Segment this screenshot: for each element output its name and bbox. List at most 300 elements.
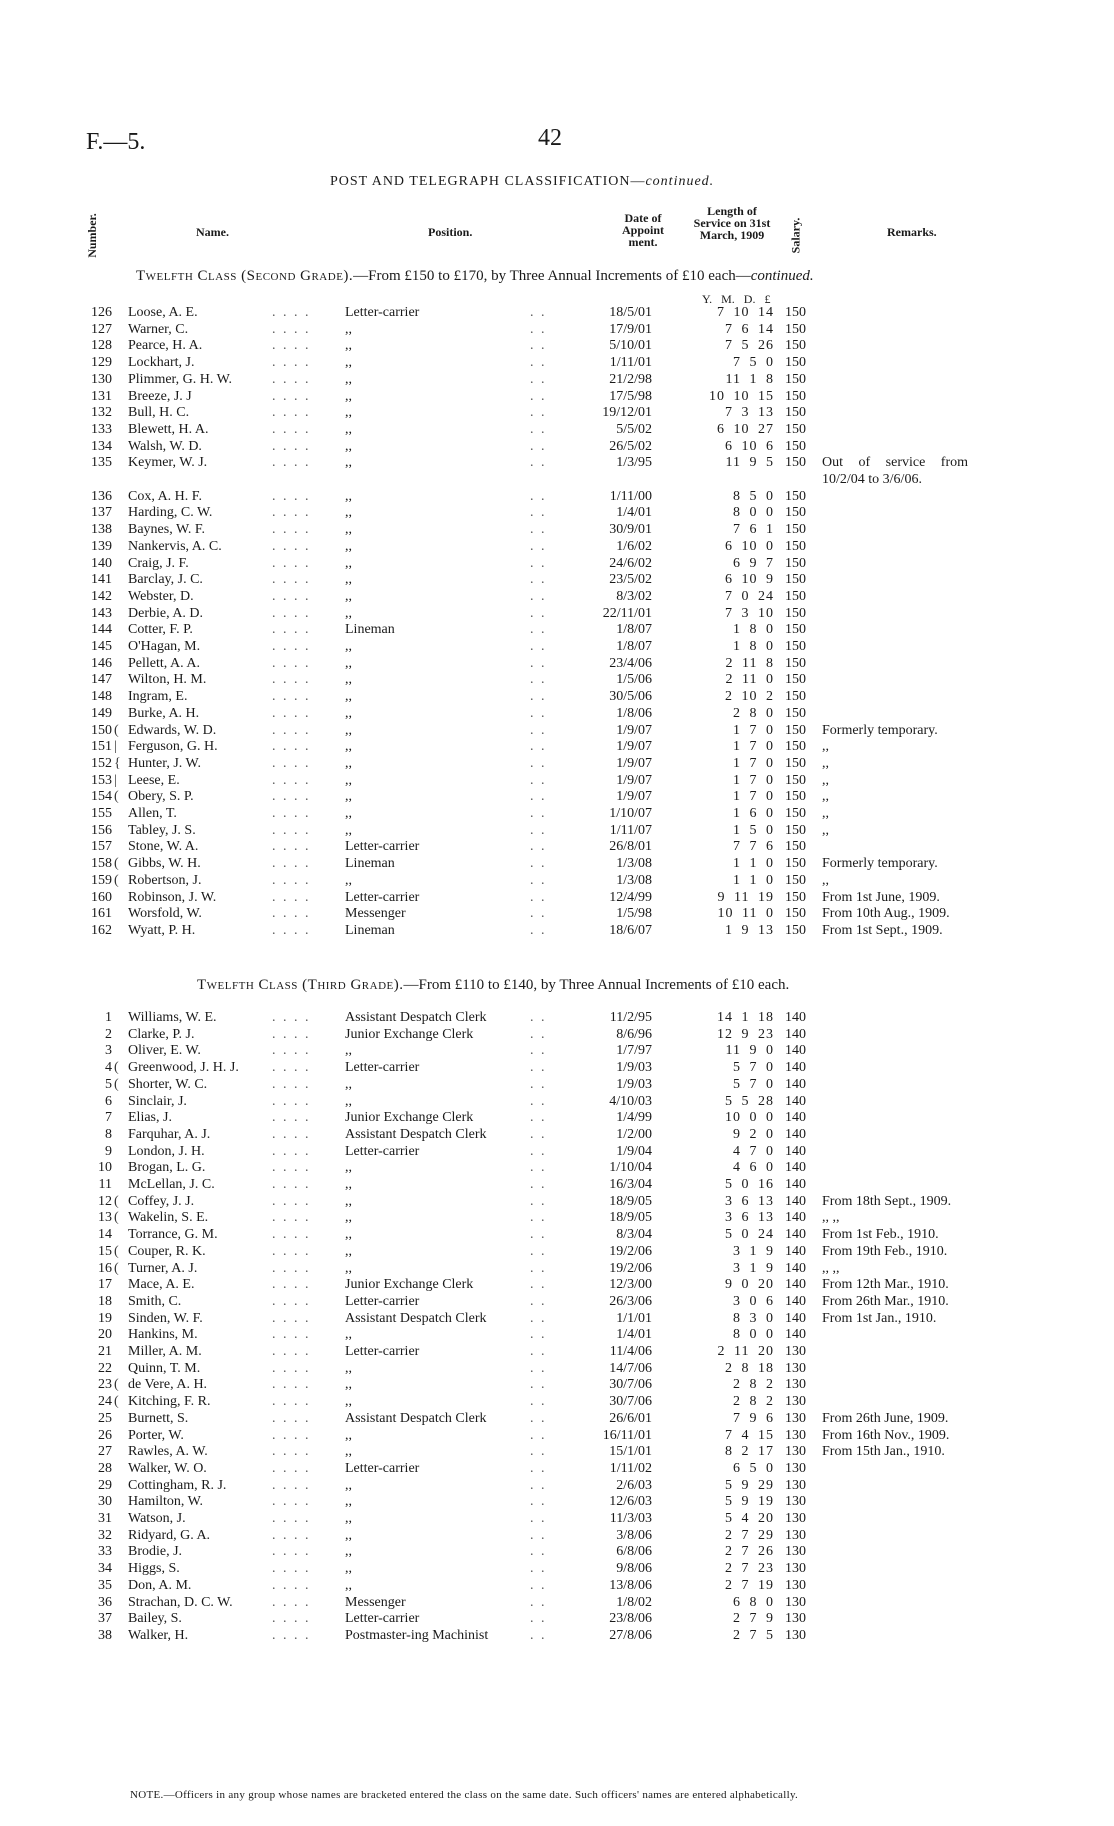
row-length: 1 5 0 [733, 822, 774, 838]
row-remarks: From 16th Nov., 1909. [822, 1427, 950, 1443]
row-name: Plimmer, G. H. W. [128, 371, 233, 387]
row-length: 7 0 24 [725, 588, 774, 604]
row-remarks: Out of service from [822, 455, 969, 471]
table-row [0, 856, 1114, 873]
row-number: 155 [91, 806, 112, 821]
leader-dots: . . [530, 1010, 547, 1025]
row-number: 10 [98, 1160, 112, 1176]
row-position: ,, [345, 538, 352, 554]
table-row [0, 1194, 1114, 1211]
row-length: 2 8 18 [725, 1360, 774, 1376]
leader-dots: . . [530, 1477, 547, 1493]
row-name: Greenwood, J. H. J. [128, 1060, 239, 1076]
table-row [0, 389, 1114, 406]
table-row [0, 906, 1114, 923]
row-salary: 150 [785, 605, 806, 621]
row-length: 2 7 29 [725, 1527, 774, 1543]
row-salary: 150 [785, 889, 806, 905]
row-date: 1/8/02 [616, 1594, 652, 1610]
row-name: Loose, A. E. [128, 305, 198, 320]
leader-dots: . . . . [272, 872, 311, 888]
row-name: Warner, C. [128, 321, 189, 337]
leader-dots: . . . . [272, 922, 311, 938]
row-name: Ridyard, G. A. [128, 1527, 211, 1543]
leader-dots: . . [530, 538, 547, 554]
row-date: 1/5/98 [616, 906, 652, 922]
row-name: Bailey, S. [128, 1611, 182, 1627]
row-name: Breeze, J. J [128, 388, 192, 404]
row-position: ,, [345, 1377, 352, 1393]
leader-dots: . . . . [272, 1360, 311, 1376]
row-length: 1 6 0 [733, 806, 774, 821]
leader-dots: . . [530, 872, 547, 888]
row-remarks: 10/2/04 to 3/6/06. [822, 472, 922, 487]
row-name: Robinson, J. W. [128, 889, 217, 905]
leader-dots: . . . . [272, 1010, 311, 1025]
row-length: 8 0 0 [733, 505, 774, 521]
row-name: Hamilton, W. [128, 1494, 204, 1510]
row-bracket: ( [114, 1260, 119, 1276]
row-number: 6 [105, 1093, 112, 1109]
leader-dots: . . [530, 1377, 547, 1393]
row-number: 22 [98, 1360, 112, 1376]
leader-dots: . . . . [272, 588, 311, 604]
row-position: ,, [345, 1394, 352, 1410]
row-position: ,, [345, 405, 352, 421]
row-date: 13/8/06 [609, 1577, 652, 1593]
row-length: 3 1 9 [733, 1260, 774, 1276]
table-row [0, 1077, 1114, 1094]
row-name: Baynes, W. F. [128, 522, 206, 538]
row-date: 8/3/02 [616, 588, 652, 604]
row-name: Wakelin, S. E. [128, 1210, 209, 1226]
row-salary: 150 [785, 505, 806, 521]
row-salary: 140 [785, 1243, 806, 1259]
leader-dots: . . [530, 388, 547, 404]
leader-dots: . . [530, 822, 547, 838]
row-position: ,, [345, 1177, 352, 1192]
table-row [0, 622, 1114, 639]
row-salary: 140 [785, 1210, 806, 1226]
row-salary: 150 [785, 438, 806, 454]
leader-dots: . . . . [272, 822, 311, 838]
row-number: 139 [91, 538, 112, 554]
row-length: 14 1 18 [717, 1010, 774, 1025]
leader-dots: . . . . [272, 856, 311, 872]
leader-dots: . . [530, 1544, 547, 1560]
row-length: 7 6 14 [725, 321, 774, 337]
table-row [0, 1160, 1114, 1177]
row-date: 1/4/01 [616, 1327, 652, 1343]
row-date: 1/9/07 [616, 755, 652, 771]
leader-dots: . . [530, 1594, 547, 1610]
table-row [0, 405, 1114, 422]
leader-dots: . . . . [272, 321, 311, 337]
row-salary: 150 [785, 672, 806, 688]
table-row [0, 1227, 1114, 1244]
row-position: ,, [345, 522, 352, 538]
row-position: ,, [345, 1327, 352, 1343]
row-remarks: ,, ,, [822, 1210, 840, 1226]
row-date: 1/3/08 [616, 872, 652, 888]
row-number: 18 [98, 1293, 112, 1309]
row-length: 2 7 5 [733, 1627, 774, 1643]
leader-dots: . . . . [272, 1577, 311, 1593]
row-length: 8 0 0 [733, 1327, 774, 1343]
row-remarks: From 15th Jan., 1910. [822, 1444, 945, 1460]
row-number: 25 [98, 1410, 112, 1426]
table-row [0, 1344, 1114, 1361]
table-row [0, 606, 1114, 623]
row-salary: 150 [785, 488, 806, 504]
row-salary: 150 [785, 689, 806, 705]
row-date: 26/5/02 [609, 438, 652, 454]
row-date: 23/4/06 [609, 655, 652, 671]
table-row [0, 789, 1114, 806]
row-length: 2 7 26 [725, 1544, 774, 1560]
table-row [0, 556, 1114, 573]
row-name: Turner, A. J. [128, 1260, 198, 1276]
leader-dots: . . [530, 1394, 547, 1410]
row-number: 4 [105, 1060, 112, 1076]
row-position: Postmaster-ing Machinist [345, 1627, 489, 1643]
leader-dots: . . . . [272, 1327, 311, 1343]
row-name: Ingram, E. [128, 689, 188, 705]
table-row [0, 1377, 1114, 1394]
row-remarks: From 12th Mar., 1910. [822, 1277, 949, 1293]
row-position: ,, [345, 639, 352, 654]
row-number: 29 [98, 1477, 112, 1493]
leader-dots: . . . . [272, 405, 311, 421]
row-name: Leese, E. [128, 772, 180, 788]
row-position: ,, [345, 355, 352, 371]
row-number: 3 [105, 1043, 112, 1059]
leader-dots: . . . . [272, 1410, 311, 1426]
row-number: 140 [91, 555, 112, 571]
table-row [0, 1428, 1114, 1445]
row-date: 9/8/06 [616, 1561, 652, 1577]
row-date: 17/9/01 [609, 321, 652, 337]
table-row [0, 1327, 1114, 1344]
row-date: 12/3/00 [609, 1277, 652, 1293]
section-heading-second-grade [136, 268, 814, 285]
row-name: Shorter, W. C. [128, 1076, 208, 1092]
footnote: NOTE.—Officers in any group whose names are bracketed entered the class on the same date. Such officers' names are entered alphabetically. [130, 1789, 799, 1801]
row-length: 6 10 6 [725, 438, 774, 454]
row-position: ,, [345, 1210, 352, 1226]
leader-dots: . . [530, 1527, 547, 1543]
section-heading-text: —From £110 to £140, by Three Annual Increments of £10 each. [403, 977, 790, 993]
row-salary: 130 [785, 1360, 806, 1376]
row-length: 2 7 19 [725, 1577, 774, 1593]
leader-dots: . . . . [272, 1227, 311, 1243]
row-salary: 150 [785, 922, 806, 938]
row-name: Smith, C. [128, 1293, 182, 1309]
row-number: 36 [98, 1594, 112, 1610]
row-length: 1 7 0 [733, 755, 774, 771]
row-salary: 130 [785, 1377, 806, 1393]
row-position: ,, [345, 388, 352, 404]
row-date: 27/8/06 [609, 1627, 652, 1643]
row-salary: 140 [785, 1076, 806, 1092]
leader-dots: . . [530, 605, 547, 621]
row-length: 2 11 8 [725, 655, 774, 671]
leader-dots: . . [530, 572, 547, 588]
row-salary: 130 [785, 1527, 806, 1543]
row-length: 7 6 1 [733, 522, 774, 538]
leader-dots: . . . . [272, 1611, 311, 1627]
leader-dots: . . [530, 1627, 547, 1643]
row-number: 14 [98, 1227, 112, 1243]
row-salary: 140 [785, 1260, 806, 1276]
row-salary: 150 [785, 806, 806, 821]
row-number: 137 [91, 505, 112, 521]
row-position: ,, [345, 1243, 352, 1259]
row-number: 27 [98, 1444, 112, 1460]
row-name: Cox, A. H. F. [128, 488, 202, 504]
section-heading-continued: continued. [750, 268, 814, 284]
row-salary: 140 [785, 1310, 806, 1326]
table-row [0, 1394, 1114, 1411]
row-position: ,, [345, 371, 352, 387]
row-bracket: ( [114, 1210, 119, 1226]
row-remarks: From 10th Aug., 1909. [822, 906, 950, 922]
row-length: 11 9 0 [725, 1043, 774, 1059]
leader-dots: . . . . [272, 1110, 311, 1126]
row-number: 126 [91, 305, 112, 320]
row-position: Letter-carrier [345, 1344, 420, 1359]
row-position: ,, [345, 1260, 352, 1276]
row-salary: 130 [785, 1494, 806, 1510]
leader-dots: . . [530, 1310, 547, 1326]
leader-dots: . . [530, 438, 547, 454]
row-salary: 150 [785, 856, 806, 872]
leader-dots: . . . . [272, 1561, 311, 1577]
table-row [0, 1027, 1114, 1044]
row-salary: 150 [785, 421, 806, 437]
leader-dots: . . . . [272, 1193, 311, 1209]
row-number: 127 [91, 321, 112, 337]
row-length: 5 5 28 [725, 1093, 774, 1109]
row-number: 159 [91, 872, 112, 888]
row-length: 7 4 15 [725, 1427, 774, 1443]
row-number: 144 [91, 622, 112, 638]
row-position: ,, [345, 338, 352, 354]
leader-dots: . . [530, 1360, 547, 1376]
row-position: Junior Exchange Clerk [345, 1110, 474, 1126]
row-date: 11/2/95 [609, 1010, 652, 1025]
row-date: 5/5/02 [616, 421, 652, 437]
row-position: ,, [345, 755, 352, 771]
table-row [0, 1595, 1114, 1612]
section-heading-third-grade [197, 977, 789, 994]
header-salary-text: Salary. [788, 217, 803, 254]
row-remarks: ,, [822, 789, 829, 805]
leader-dots: . . . . [272, 1043, 311, 1059]
row-position: Letter-carrier [345, 1460, 420, 1476]
leader-dots: . . [530, 639, 547, 654]
table-row [0, 923, 1114, 940]
row-number: 138 [91, 522, 112, 538]
leader-dots: . . [530, 321, 547, 337]
row-date: 1/3/08 [616, 856, 652, 872]
table-row [0, 1578, 1114, 1595]
row-name: Walker, W. O. [128, 1460, 207, 1476]
row-number: 128 [91, 338, 112, 354]
row-length: 4 6 0 [733, 1160, 774, 1176]
row-name: Couper, R. K. [128, 1243, 206, 1259]
leader-dots: . . . . [272, 739, 311, 755]
leader-dots: . . [530, 655, 547, 671]
row-date: 1/9/07 [616, 772, 652, 788]
row-position: Letter-carrier [345, 1293, 420, 1309]
row-salary: 140 [785, 1060, 806, 1076]
table-row [0, 489, 1114, 506]
table-row [0, 1110, 1114, 1127]
leader-dots: . . . . [272, 371, 311, 387]
row-remarks: ,, [822, 822, 829, 838]
leader-dots: . . . . [272, 622, 311, 638]
leader-dots: . . [530, 355, 547, 371]
row-date: 1/9/04 [616, 1143, 652, 1159]
row-salary: 150 [785, 739, 806, 755]
row-number: 134 [91, 438, 112, 454]
leader-dots: . . . . [272, 605, 311, 621]
row-date: 26/6/01 [609, 1410, 652, 1426]
row-salary: 150 [785, 789, 806, 805]
row-date: 1/6/02 [616, 538, 652, 554]
leader-dots: . . . . [272, 1460, 311, 1476]
row-name: Nankervis, A. C. [128, 538, 222, 554]
row-date: 30/7/06 [609, 1377, 652, 1393]
row-date: 11/4/06 [609, 1344, 652, 1359]
row-position: ,, [345, 1561, 352, 1577]
row-name: Cotter, F. P. [128, 622, 193, 638]
row-number: 32 [98, 1527, 112, 1543]
row-position: Lineman [345, 856, 395, 872]
table-row [0, 505, 1114, 522]
row-length: 5 7 0 [733, 1060, 774, 1076]
leader-dots: . . . . [272, 572, 311, 588]
row-length: 8 5 0 [733, 488, 774, 504]
row-position: ,, [345, 1511, 352, 1526]
header-remarks: Remarks. [887, 225, 937, 239]
header-position: Position. [428, 225, 473, 239]
row-bracket: ( [114, 872, 119, 888]
row-salary: 130 [785, 1427, 806, 1443]
leader-dots: . . [530, 1026, 547, 1042]
row-salary: 140 [785, 1010, 806, 1025]
row-number: 162 [91, 922, 112, 938]
row-number: 21 [98, 1344, 112, 1359]
row-date: 23/8/06 [609, 1611, 652, 1627]
leader-dots: . . [530, 1126, 547, 1142]
row-length: 6 8 0 [733, 1594, 774, 1610]
leader-dots: . . [530, 1260, 547, 1276]
row-salary: 130 [785, 1410, 806, 1426]
leader-dots: . . . . [272, 839, 311, 855]
row-name: Ferguson, G. H. [128, 739, 218, 755]
row-remarks: From 1st June, 1909. [822, 889, 940, 905]
row-date: 18/9/05 [609, 1210, 652, 1226]
row-length: 5 7 0 [733, 1076, 774, 1092]
leader-dots: . . . . [272, 1310, 311, 1326]
leader-dots: . . . . [272, 1210, 311, 1226]
leader-dots: . . [530, 672, 547, 688]
row-date: 1/5/06 [616, 672, 652, 688]
row-date: 24/6/02 [609, 555, 652, 571]
row-salary: 150 [785, 321, 806, 337]
row-name: Porter, W. [128, 1427, 184, 1443]
row-number: 12 [98, 1193, 112, 1209]
row-position: Messenger [345, 1594, 406, 1610]
row-remarks: From 1st Feb., 1910. [822, 1227, 939, 1243]
row-name: Mace, A. E. [128, 1277, 195, 1293]
leader-dots: . . [530, 371, 547, 387]
row-date: 1/11/07 [609, 822, 652, 838]
row-position: ,, [345, 1160, 352, 1176]
row-remarks: From 19th Feb., 1910. [822, 1243, 948, 1259]
page-code: F.—5. [86, 129, 146, 155]
table-row [0, 823, 1114, 840]
row-remarks: ,, [822, 872, 829, 888]
row-length: 11 9 5 [725, 455, 774, 471]
row-salary: 150 [785, 572, 806, 588]
row-name: Pearce, H. A. [128, 338, 203, 354]
row-position: Assistant Despatch Clerk [345, 1410, 487, 1426]
row-bracket: ( [114, 789, 119, 805]
row-date: 1/10/07 [609, 806, 652, 821]
row-length: 7 5 0 [733, 355, 774, 371]
row-number: 135 [91, 455, 112, 471]
row-date: 8/6/96 [616, 1026, 652, 1042]
row-position: ,, [345, 772, 352, 788]
row-name: Williams, W. E. [128, 1010, 217, 1025]
row-salary: 150 [785, 705, 806, 721]
row-number: 16 [98, 1260, 112, 1276]
row-name: O'Hagan, M. [128, 639, 201, 654]
row-name: Harding, C. W. [128, 505, 213, 521]
row-number: 19 [98, 1310, 112, 1326]
row-name: Obery, S. P. [128, 789, 194, 805]
row-length: 6 9 7 [733, 555, 774, 571]
row-remarks: ,, [822, 806, 829, 821]
table-row [0, 455, 1114, 472]
table-row [0, 1127, 1114, 1144]
row-number: 150 [91, 722, 112, 738]
row-position: Letter-carrier [345, 1143, 420, 1159]
row-salary: 130 [785, 1344, 806, 1359]
table-row [0, 1294, 1114, 1311]
row-position: ,, [345, 1494, 352, 1510]
row-date: 1/8/07 [616, 639, 652, 654]
header-number-text: Number. [84, 213, 99, 258]
row-bracket: ( [114, 1243, 119, 1259]
row-number: 7 [105, 1110, 112, 1126]
row-date: 3/8/06 [616, 1527, 652, 1543]
row-date: 14/7/06 [609, 1360, 652, 1376]
row-date: 1/8/06 [616, 705, 652, 721]
leader-dots: . . . . [272, 1594, 311, 1610]
row-position: ,, [345, 1577, 352, 1593]
row-number: 157 [91, 839, 112, 855]
row-name: Watson, J. [128, 1511, 186, 1526]
row-name: Gibbs, W. H. [128, 856, 201, 872]
row-position: ,, [345, 722, 352, 738]
table-row [0, 739, 1114, 756]
row-salary: 150 [785, 388, 806, 404]
table-row [0, 522, 1114, 539]
